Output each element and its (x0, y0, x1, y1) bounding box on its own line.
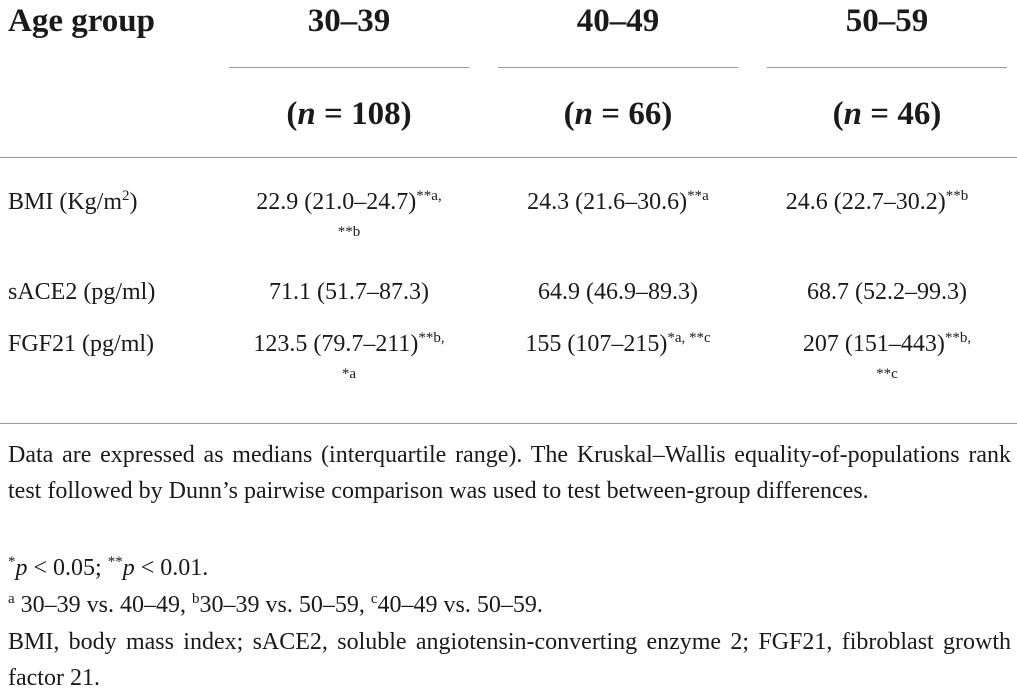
cell-bmi-30-39: 22.9 $(21.0-24.7)^{**a,}$ (256, 188, 442, 215)
group-rule-40-49 (498, 67, 738, 68)
group-rule-50-59 (767, 67, 1007, 68)
row-label-bmi: BMI $(Kg/m^2)$ (8, 188, 138, 215)
cell-sace2-30-39: 71.1 (51.7–87.3) (269, 279, 429, 305)
row-label-fgf21: FGF21 (pg/ml) (8, 331, 155, 357)
footnote-significance: *p < 0.05; **p < 0.01. (8, 554, 209, 581)
cell-fgf21-50-59-cont: **c (876, 366, 898, 382)
cell-fgf21-30-39-cont: *a (341, 366, 357, 382)
footnote-comparisons: $^a$ 30–39 vs. 40–49, $^b$30–39 vs. 50–59, $^c$40–49 vs. 50–59. (8, 591, 543, 618)
cell-sace2-40-49: 64.9 (46.9–89.3) (538, 279, 698, 305)
header-n-40-49: (n = 66) (563, 96, 673, 132)
footnote-data-note: Data are expressed as medians (interquartile range). The Kruskal–Wallis equality-of-populations rank test followed by Dunn’s pairwise comparison was used to test between-group differences. (8, 442, 1011, 504)
group-rule-30-39 (229, 67, 469, 68)
header-age-group: Age group (8, 3, 155, 39)
cell-bmi-30-39-cont: **b (337, 224, 361, 240)
header-n-30-39: (n = 108) (286, 96, 412, 132)
cell-fgf21-30-39: 123.5 $(79.7-211)^{**b,}$ (253, 330, 445, 357)
cell-bmi-50-59: 24.6 $(22.7-30.2)^{**b}$ (785, 188, 969, 215)
cell-fgf21-50-59: 207 $(151-443)^{**b,}$ (802, 330, 972, 357)
header-group-50-59: 50–59 (845, 3, 929, 39)
header-group-30-39: 30–39 (307, 3, 391, 39)
header-n-50-59: (n = 46) (832, 96, 942, 132)
table-bottom-rule (0, 423, 1017, 424)
cell-bmi-40-49: 24.3 $(21.6-30.6)^{**a}$ (527, 188, 709, 215)
header-group-40-49: 40–49 (576, 3, 660, 39)
header-bottom-rule (0, 157, 1017, 158)
footnote-abbreviations: BMI, body mass index; sACE2, soluble angiotensin-converting enzyme 2; FGF21, fibroblast growth factor 21. (8, 629, 1011, 691)
cell-sace2-50-59: 68.7 (52.2–99.3) (807, 279, 967, 305)
row-label-sace2: sACE2 (pg/ml) (8, 279, 156, 305)
cell-fgf21-40-49: 155 $(107-215)^{*a, **c}$ (525, 330, 711, 357)
